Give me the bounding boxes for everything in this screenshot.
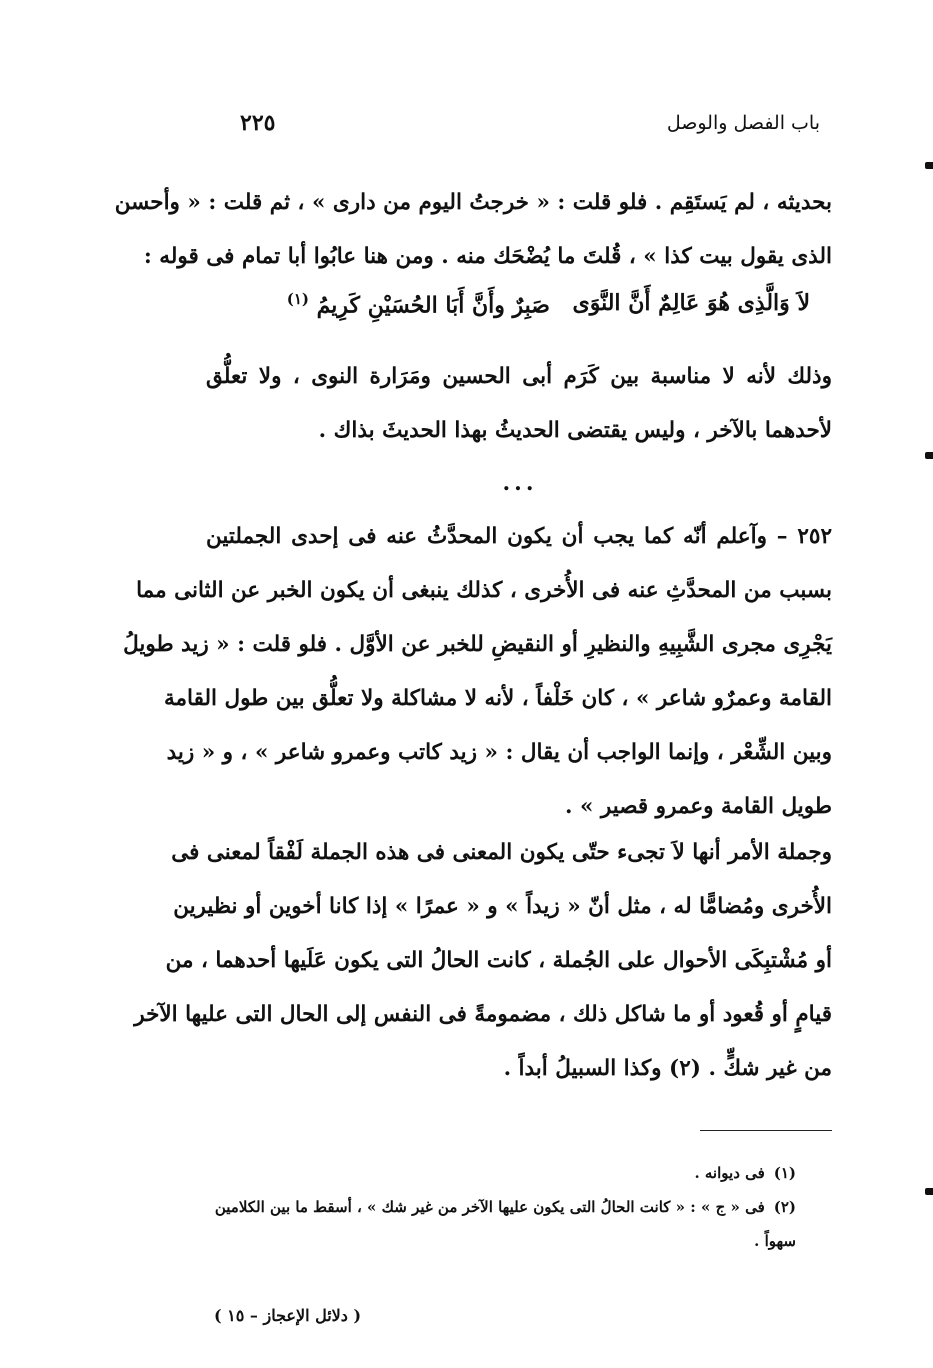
footnote-number: (١) [773,1164,796,1182]
text-line: من غير شكٍّ . (٢) وكذا السبيلُ أبداً . [503,1056,832,1081]
paragraph-4 [134,826,832,1096]
running-head [200,112,820,142]
edge-mark [925,452,933,459]
edge-mark [925,162,933,169]
paragraph-1 [114,176,832,284]
text-line: بحديثه ، لم يَستَقِم . فلو قلت : « خرجتُ اليوم من دارى » ، ثم قلت : « وأحسن [114,190,832,215]
section-separator: ... [502,470,538,496]
text-line: قيامٍ أو قُعود أو ما شاكل ذلك ، مضمومةً فى النفس إلى الحال التى عليها الآخر [134,1002,832,1027]
text-line: القامة وعمرٌو شاعر » ، كان خَلْفاً ، لأنه لا مشاكلة ولا تعلُّق بين طول القامة [163,686,832,711]
edge-mark [925,1188,933,1195]
text-line: الأُخرى ومُضامًّا له ، مثل أنّ « زيداً » و « عمرًا » إذا كانا أخوين أو نظيرين [173,894,832,919]
paragraph-3 [123,510,832,834]
text-line: الذى يقول بيت كذا » ، قُلتَ ما يُضْحَك منه . ومن هنا عابُوا أبا تمام فى قوله : [143,244,832,269]
text-line: أو مُشْتبِكَى الأحوال على الجُملة ، كانت الحالُ التى يكون عَلَيها أحدهما ، من [165,948,832,973]
text-line: يَجْرِى مجرى الشَّبِيهِ والنظيرِ أو النقيضِ للخبر عن الأوَّل . فلو قلت : « زيد طويلُ [123,632,832,657]
paragraph-2 [206,350,832,458]
verse-first-hemistich: لاَ وَالَّذِى هُوَ عَالِمٌ أَنَّ النَّوَى [572,290,810,316]
footnote-number: (٢) [773,1198,796,1216]
footnote-2 [206,1190,796,1224]
verse-second-hemistich [287,290,550,318]
text-line: طويل القامة وعمرو قصير » . [565,794,832,819]
text-line: وبين الشِّعْر ، وإنما الواجب أن يقال : « زيد كاتب وعمرو شاعر » ، و « زيد [166,740,832,765]
footnotes [206,1156,796,1258]
footnote-text: فى « ج » : « كانت الحالُ التى يكون عليها الآخر من غير شك » ، أسقط ما بين الكلامين [214,1198,765,1216]
footnote-1 [206,1156,796,1190]
text-line: وجملة الأمر أنها لاَ تجىء حتّى يكون المعنى فى هذه الجملة لَفْقاً لمعنى فى [171,840,832,865]
footnote-divider [700,1130,832,1131]
text-line: وذلك لأنه لا مناسبة بين كَرَم أبى الحسين ومَرَارة النوى ، ولا تعلُّق [206,364,832,389]
poetry-verse [230,284,810,338]
footnote-2-continued [206,1224,796,1258]
text-line: لأحدهما بالآخر ، وليس يقتضى الحديثُ بهذا الحديثَ بذاك . [318,418,832,443]
text-line: بسبب من المحدَّثِ عنه فى الأُخرى ، كذلك ينبغى أن يكون الخبر عن الثانى مما [136,578,832,603]
footnote-reference: (١) [286,290,309,308]
text-line: ٢٥٢ – وآعلم أنّه كما يجب أن يكون المحدَّثُ عنه فى إحدى الجملتين [206,524,832,549]
page-number: ٢٢٥ [240,110,276,136]
footnote-text: فى ديوانه . [694,1164,765,1182]
footnote-text: سهواً . [754,1232,796,1250]
book-signature: ( دلائل الإعجاز – ١٥ ) [214,1306,362,1325]
verse-second-hemistich-text: صَبِرٌ وأَنَّ أَبَا الحُسَيْنِ كَرِيمُ [316,292,550,319]
chapter-title: باب الفصل والوصل [666,112,820,134]
